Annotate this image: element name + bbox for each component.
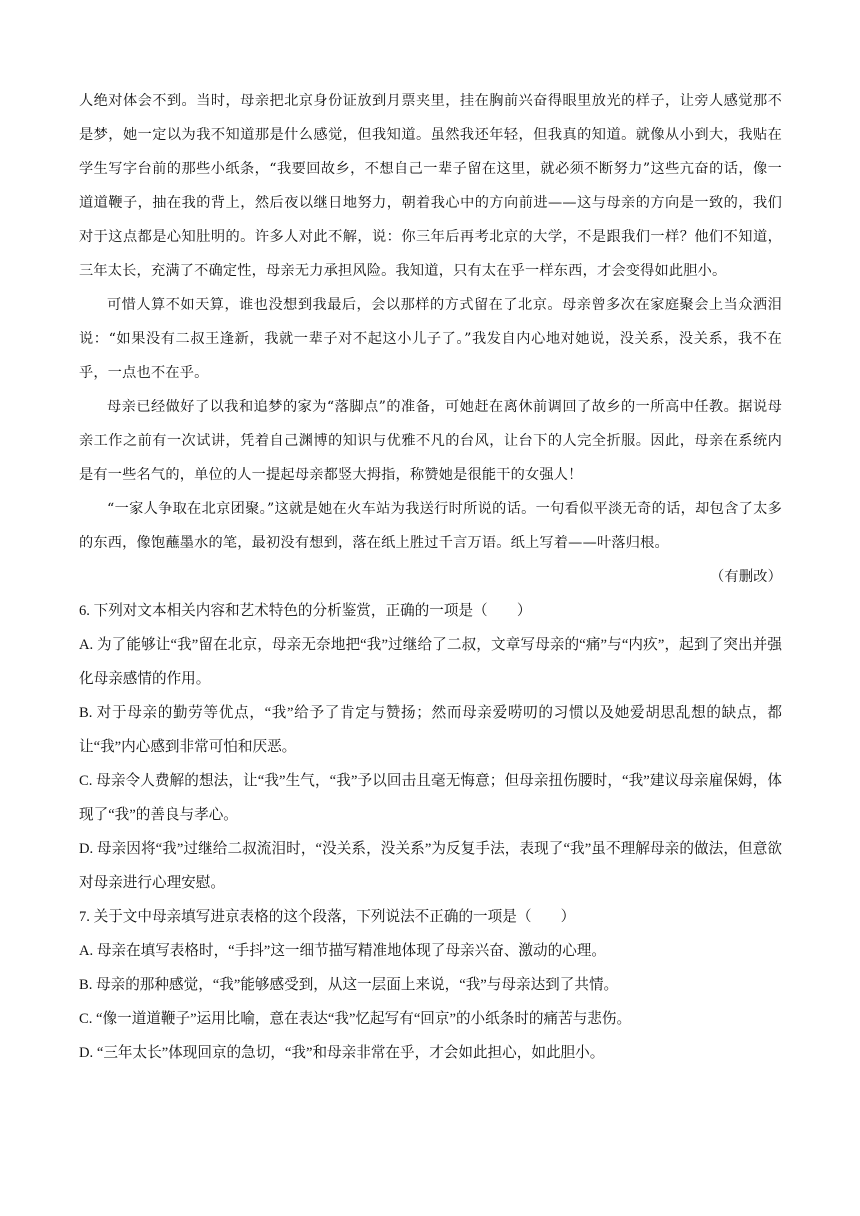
option-d[interactable]: D. 母亲因将“我”过继给二叔流泪时，“没关系，没关系”为反复手法，表现了“我”虽不理解母亲的做法，但意欲对母亲进行心理安慰。 (79, 841, 782, 891)
passage-paragraph: “一家人争取在北京团聚。”这就是她在火车站为我送行时所说的话。一句看似平淡无奇的话，却包含了太多的东西，像饱蘸墨水的笔，最初没有想到，落在纸上胜过千言万语。纸上写着——叶落归根。 (79, 501, 782, 551)
option-a[interactable]: A. 为了能够让“我”留在北京，母亲无奈地把“我”过继给了二叔，文章写母亲的“痛”与“内疚”，起到了突出并强化母亲感情的作用。 (79, 637, 782, 687)
source-note: （有删改） (710, 569, 782, 585)
option-a[interactable]: A. 母亲在填写表格时，“手抖”这一细节描写精准地体现了母亲兴奋、激动的心理。 (79, 943, 606, 959)
question-stem: 7. 关于文中母亲填写进京表格的这个段落，下列说法不正确的一项是（ ） (79, 909, 576, 925)
question-section (79, 594, 782, 1070)
question-6 (79, 594, 782, 900)
passage-paragraph: 母亲已经做好了以我和追梦的家为“落脚点”的准备，可她赶在离休前调回了故乡的一所高中任教。据说母亲工作之前有一次试讲，凭着自己渊博的知识与优雅不凡的台风，让台下的人完全折服。因此，母亲在系统内是有一些名气的，单位的人一提起母亲都竖大拇指，称赞她是很能干的女强人！ (79, 399, 782, 483)
option-c[interactable]: C. “像一道道鞭子”运用比喻，意在表达“我”忆起写有“回京”的小纸条时的痛苦与悲伤。 (79, 1011, 632, 1027)
passage-paragraph: 人绝对体会不到。当时，母亲把北京身份证放到月票夹里，挂在胸前兴奋得眼里放光的样子，让旁人感觉那不是梦，她一定以为我不知道那是什么感觉，但我知道。虽然我还年轻，但我真的知道。就像从小到大，我贴在学生写字台前的那些小纸条，“我要回故乡，不想自己一辈子留在这里，就必须不断努力”这些亢奋的话，像一道道鞭子，抽在我的背上，然后夜以继日地努力，朝着我心中的方向前进——这与母亲的方向是一致的，我们对于这点都是心知肚明的。许多人对此不解，说：你三年后再考北京的大学，不是跟我们一样？他们不知道，三年太长，充满了不确定性，母亲无力承担风险。我知道，只有太在乎一样东西，才会变得如此胆小。 (79, 93, 782, 279)
passage-paragraph: 可惜人算不如天算，谁也没想到我最后，会以那样的方式留在了北京。母亲曾多次在家庭聚会上当众洒泪说：“如果没有二叔王逢新，我就一辈子对不起这小儿子了。”我发自内心地对她说，没关系，没关系，我不在乎，一点也不在乎。 (79, 297, 782, 381)
question-7 (79, 900, 782, 1070)
question-stem: 6. 下列对文本相关内容和艺术特色的分析鉴赏，正确的一项是（ ） (79, 603, 532, 619)
option-b[interactable]: B. 母亲的那种感觉，“我”能够感受到，从这一层面上来说，“我”与母亲达到了共情。 (79, 977, 619, 993)
option-c[interactable]: C. 母亲令人费解的想法，让“我”生气，“我”予以回击且毫无悔意；但母亲扭伤腰时，“我”建议母亲雇保姆，体现了“我”的善良与孝心。 (79, 773, 782, 823)
reading-passage (79, 84, 782, 594)
option-b[interactable]: B. 对于母亲的勤劳等优点，“我”给予了肯定与赞扬；然而母亲爱唠叨的习惯以及她爱胡思乱想的缺点，都让“我”内心感到非常可怕和厌恶。 (79, 705, 782, 755)
option-d[interactable]: D. “三年太长”体现回京的急切，“我”和母亲非常在乎，才会如此担心，如此胆小。 (79, 1045, 605, 1061)
